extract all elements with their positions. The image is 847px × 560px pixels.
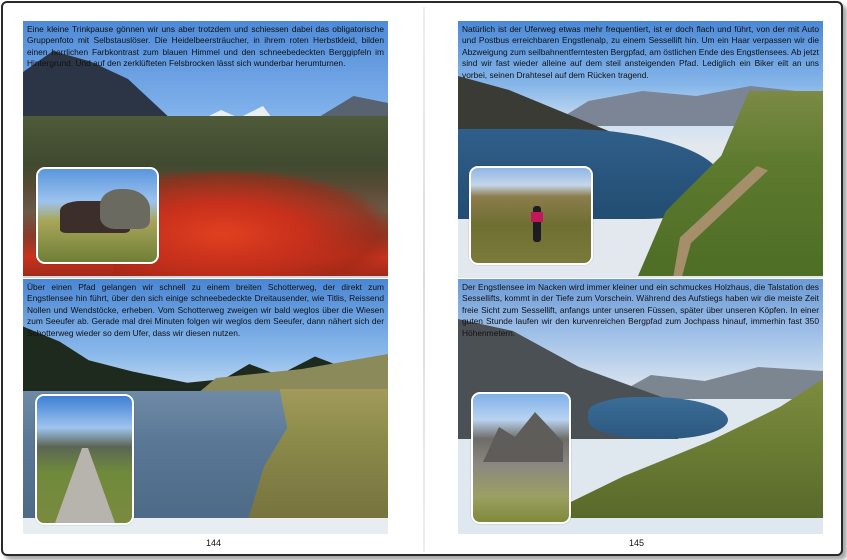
photo-heidelbeer	[23, 21, 388, 278]
rocky-peak	[483, 412, 563, 462]
left-page	[3, 3, 423, 556]
photo-ascent	[458, 279, 823, 534]
photo-engstlensee-path	[23, 279, 388, 534]
hiker-shirt	[531, 212, 543, 222]
photo-lake-meadow	[458, 21, 823, 278]
paragraph: Eine kleine Trinkpause gönnen wir uns aber trotzdem und schiessen dabei das obligatorische Gruppenfoto mit Selbstauslöser. Die Heidelbeersträucher, in ihrem roten Herbstkleid, bilden einen herrlichen Farbkontrast zum blauen Himmel und den schneebedeckten Berggipfeln im Hintergrund. Und auf den zerklüfteten Felsbrocken lässt sich wunderbar herumturnen.	[27, 24, 384, 69]
inset-photo-group	[36, 167, 159, 264]
inset-photo-rocks	[471, 392, 571, 524]
paragraph: Natürlich ist der Uferweg etwas mehr frequentiert, ist er doch flach und führt, von der mit Auto und Postbus erreichbaren Engstlenalp, zu einem Sessellift hin. Um ein Haar verpassen wir die Abzweigung zum seilbahnentferntesten Bergpfad, am östlichen Ende des Engstlensees. Ab jetzt sind wir fast wieder alleine auf dem steil ansteigenden Pfad. Lediglich ein Biker eilt an uns vorbei, seinen Drahtesel auf dem Rücken tragend.	[462, 24, 819, 80]
page-number: 145	[629, 538, 645, 548]
inset-photo-road	[35, 394, 134, 525]
paragraph: Über einen Pfad gelangen wir schnell zu einem breiten Schotterweg, der direkt zum Engstlensee hin führt, über den sich einige schneebedeckte Dreitausender, wie Titlis, Reissend Nollen und Wendstöcke, erheben. Vom Schotterweg zweigen wir bald weglos über die Wiesen zum Seeufer ab. Gerade mal drei Minuten folgen wir weglos dem Seeufer, dann nähert sich der Schotterweg wieder so dem Ufer, dass wir diesen nutzen.	[27, 282, 384, 338]
book-gutter	[423, 7, 425, 552]
inset-photo-hiker	[469, 166, 593, 265]
lake	[588, 397, 728, 439]
book-spread	[1, 1, 843, 556]
rock	[100, 189, 150, 229]
gravel-road	[55, 448, 115, 523]
page-number: 144	[206, 538, 222, 548]
paragraph: Der Engstlensee im Nacken wird immer kleiner und ein schmuckes Holzhaus, die Talstation des Sessellifts, kommt in der Tiefe zum Vorschein. Während des Aufstiegs haben wir die meiste Zeit freie Sicht zum Sessellift, anfangs unter unseren Füssen, später über unseren Köpfen. In einer guten Stunde laufen wir den kurvenreichen Bergpfad zum Jochpass hinauf, immerhin fast 350 Höhenmetern.	[462, 282, 819, 338]
right-page	[427, 3, 843, 556]
